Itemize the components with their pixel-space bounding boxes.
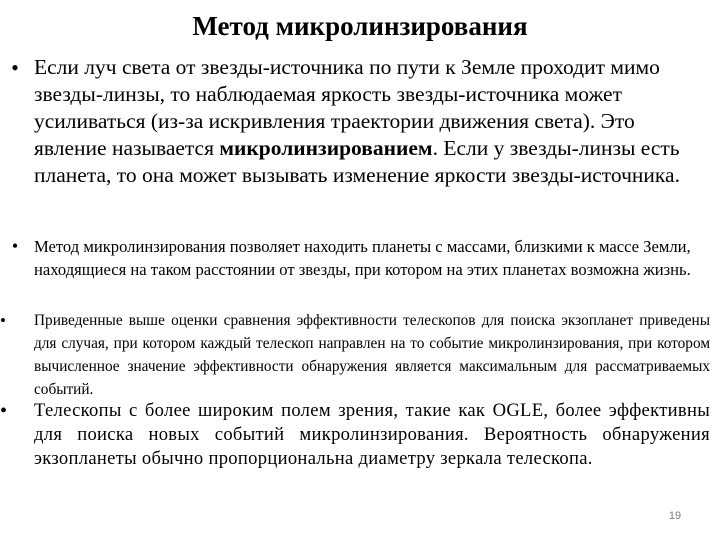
- bullet-marker: •: [0, 400, 8, 422]
- paragraph-3-text: Приведенные выше оценки сравнения эффективности телескопов для поиска экзопланет приведены для случая, при котором каждый телескоп направлен на то событие микролинзирования, при котором вычисленное значение эффективности обнаружения является максимальным для рассматриваемых событий.: [34, 312, 710, 398]
- bullet-marker: •: [0, 311, 6, 330]
- paragraph-1-text: Если луч света от звезды-источника по пути к Земле проходит мимо звезды-линзы, то наблюдаемая яркость звезды-источника может усиливаться (из-за искривления траектории движения света). Это явление называется: [34, 55, 660, 160]
- bullet-paragraph-4: [0, 399, 710, 471]
- paragraph-1-bold-term: микролинзированием: [219, 136, 433, 160]
- bullet-marker: •: [11, 55, 19, 80]
- bullet-marker: •: [11, 236, 19, 256]
- paragraph-2-text: Метод микролинзирования позволяет находить планеты с массами, близкими к массе Земли, находящиеся на таком расстоянии от звезды, при котором на этих планетах возможна жизнь.: [34, 237, 691, 279]
- page-number: 19: [668, 510, 682, 522]
- bullet-paragraph-3: [0, 309, 710, 401]
- slide-title: Метод микролинзирования: [192, 11, 528, 41]
- bullet-paragraph-2: [11, 235, 710, 281]
- paragraph-4-text: Телескопы с более широким полем зрения, такие как OGLE, более эффективны для поиска новых событий микролинзирования. Вероятность обнаружения экзопланеты обычно пропорциональна диаметру зеркала телескопа.: [34, 400, 710, 469]
- bullet-paragraph-1: [11, 54, 710, 189]
- paragraph-1-text-end: . Если у звезды-линзы есть планета, то она может вызывать изменение яркости звезды-источника.: [34, 136, 680, 187]
